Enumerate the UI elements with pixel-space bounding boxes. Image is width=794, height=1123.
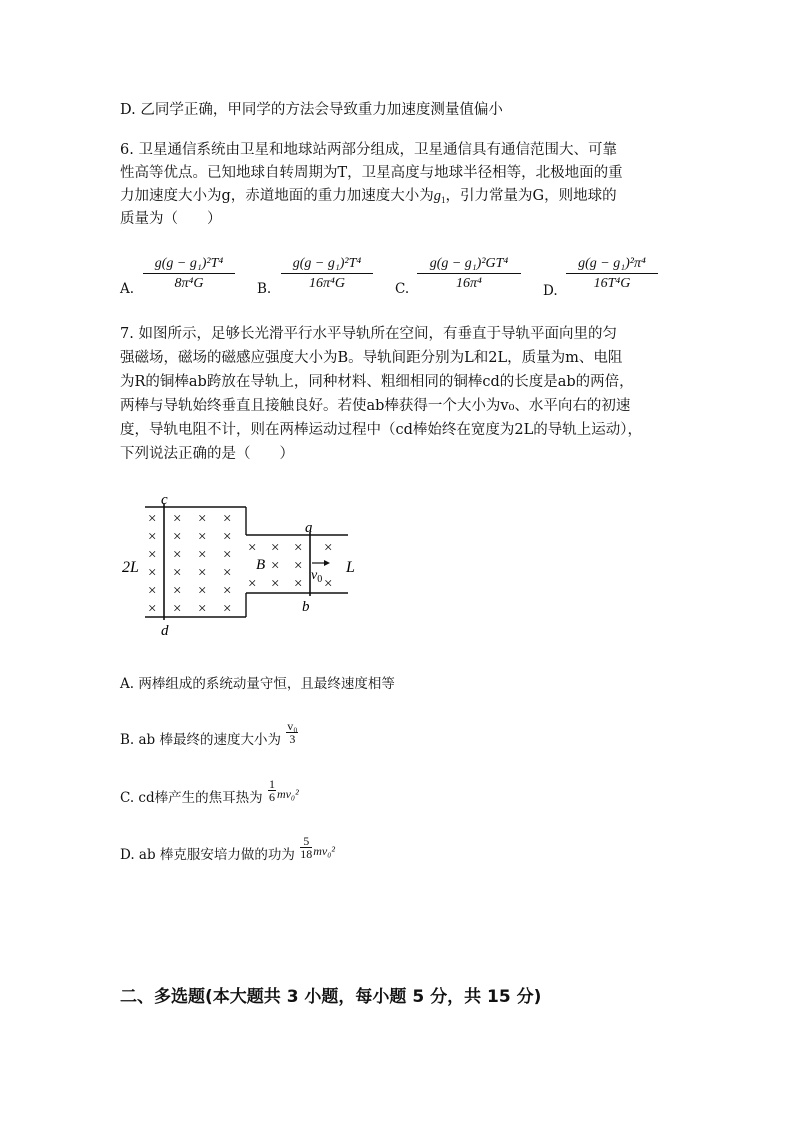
q6-option-b-label: B. <box>257 281 272 297</box>
field-cross: × <box>148 601 157 617</box>
field-cross: × <box>271 576 280 592</box>
velocity-arrowhead <box>324 560 330 566</box>
field-cross: × <box>223 565 232 581</box>
label-B: B <box>256 557 266 573</box>
q7-text-line3: 为R的铜棒ab跨放在导轨上，同种材料、粗细相同的铜棒cd的长度是ab的两倍， <box>120 374 634 390</box>
q6-text-line3 <box>120 186 617 210</box>
field-cross: × <box>223 547 232 563</box>
label-c: c <box>161 492 168 508</box>
label-b: b <box>302 599 310 615</box>
label-2L: 2L <box>122 559 139 576</box>
label-L: L <box>346 559 355 576</box>
q6-text-line1: 6. 卫星通信系统由卫星和地球站两部分组成，卫星通信具有通信范围大、可靠 <box>120 142 617 158</box>
q6-text-line3c: ，引力常量为G，则地球的 <box>445 188 617 204</box>
q6-g1-symbol: $g_1$ <box>433 188 446 205</box>
q6-option-c-fraction <box>417 256 521 292</box>
field-cross: × <box>198 511 207 527</box>
q7-option-b-fraction: $\frac{\text{v₀}}{3}$ <box>287 719 298 746</box>
field-cross: × <box>198 583 207 599</box>
q6-option-a-numerator: g(g − g₁)²T⁴ <box>143 256 235 274</box>
field-cross: × <box>198 529 207 545</box>
q6-option-c-denominator: 16π⁴ <box>456 276 482 291</box>
label-d: d <box>161 623 169 639</box>
field-cross: × <box>294 558 303 574</box>
q7-text-line1: 7. 如图所示，足够长光滑平行水平导轨所在空间，有垂直于导轨平面向里的匀 <box>120 326 617 342</box>
field-cross: × <box>271 558 280 574</box>
label-v0: $v_0$ <box>311 568 323 585</box>
q7-option-d-fraction: $\frac{5}{18}$ <box>300 834 313 861</box>
field-cross: × <box>248 540 257 556</box>
field-cross: × <box>173 547 182 563</box>
q6-text-line4: 质量为（ ） <box>120 211 222 227</box>
section-2-heading: 二、多选题(本大题共 3 小题，每小题 5 分，共 15 分) <box>120 987 542 1007</box>
q6-option-c-label: C. <box>395 281 410 297</box>
q6-option-d-denominator: 16T⁴G <box>593 276 631 291</box>
q6-option-d-label: D. <box>543 283 558 299</box>
field-cross: × <box>148 511 157 527</box>
q7-rail-diagram <box>118 490 358 640</box>
q6-option-a-label: A. <box>120 281 135 297</box>
field-cross: × <box>173 529 182 545</box>
q7-option-c-fraction: $\frac{1}{6}$ <box>268 777 275 804</box>
q7-text-line2: 强磁场，磁场的磁感应强度大小为B。导轨间距分别为L和2L，质量为m、电阻 <box>120 350 623 366</box>
q7-option-d <box>120 834 335 868</box>
q7-option-c <box>120 777 299 811</box>
q6-option-a-denominator: 8π⁴G <box>174 276 204 291</box>
field-cross: × <box>148 583 157 599</box>
field-cross: × <box>173 565 182 581</box>
q6-option-d-fraction <box>566 256 658 292</box>
q7-option-c-text: C. cd棒产生的焦耳热为 <box>120 790 263 806</box>
q6-option-b-fraction <box>281 256 373 292</box>
q6-option-a-fraction <box>143 256 235 292</box>
field-cross: × <box>173 583 182 599</box>
q6-option-d-numerator: g(g − g₁)²π⁴ <box>566 256 658 274</box>
q6-text-line3a: 力加速度大小为g，赤道地面的重力加速度大小为 <box>120 188 434 204</box>
q7-option-c-tail: mv₀² <box>276 787 299 801</box>
field-cross: × <box>324 540 333 556</box>
field-cross: × <box>223 583 232 599</box>
q7-option-b-text: B. ab 棒最终的速度大小为 <box>120 732 281 748</box>
field-cross: × <box>271 540 280 556</box>
field-cross: × <box>294 540 303 556</box>
field-cross: × <box>173 601 182 617</box>
field-cross: × <box>148 565 157 581</box>
field-cross: × <box>198 601 207 617</box>
field-cross: × <box>173 511 182 527</box>
q7-text-line5: 度，导轨电阻不计，则在两棒运动过程中（cd棒始终在宽度为2L的导轨上运动）， <box>120 422 643 438</box>
q6-option-b-numerator: g(g − g₁)²T⁴ <box>281 256 373 274</box>
field-cross: × <box>148 547 157 563</box>
field-cross: × <box>294 576 303 592</box>
field-cross: × <box>198 565 207 581</box>
q7-option-d-tail: mv₀² <box>313 844 335 858</box>
q7-option-b <box>120 719 299 753</box>
q7-option-a: A. 两棒组成的系统动量守恒，且最终速度相等 <box>120 676 395 692</box>
label-a: a <box>305 520 313 536</box>
q5-option-d: D. 乙同学正确，甲同学的方法会导致重力加速度测量值偏小 <box>120 102 503 118</box>
field-cross: × <box>324 576 333 592</box>
q7-text-line4: 两棒与导轨始终垂直且接触良好。若使ab棒获得一个大小为v₀、水平向右的初速 <box>120 398 631 414</box>
field-cross: × <box>198 547 207 563</box>
q7-text-line6: 下列说法正确的是（ ） <box>120 446 294 462</box>
field-cross: × <box>248 576 257 592</box>
field-cross: × <box>223 601 232 617</box>
q6-text-line2: 性高等优点。已知地球自转周期为T，卫星高度与地球半径相等，北极地面的重 <box>120 165 623 181</box>
q6-option-c-numerator: g(g − g₁)²GT⁴ <box>417 256 521 274</box>
q7-option-d-text: D. ab 棒克服安培力做的功为 <box>120 847 295 863</box>
field-cross: × <box>223 529 232 545</box>
field-cross: × <box>223 511 232 527</box>
field-cross: × <box>148 529 157 545</box>
q6-option-b-denominator: 16π⁴G <box>309 276 345 291</box>
